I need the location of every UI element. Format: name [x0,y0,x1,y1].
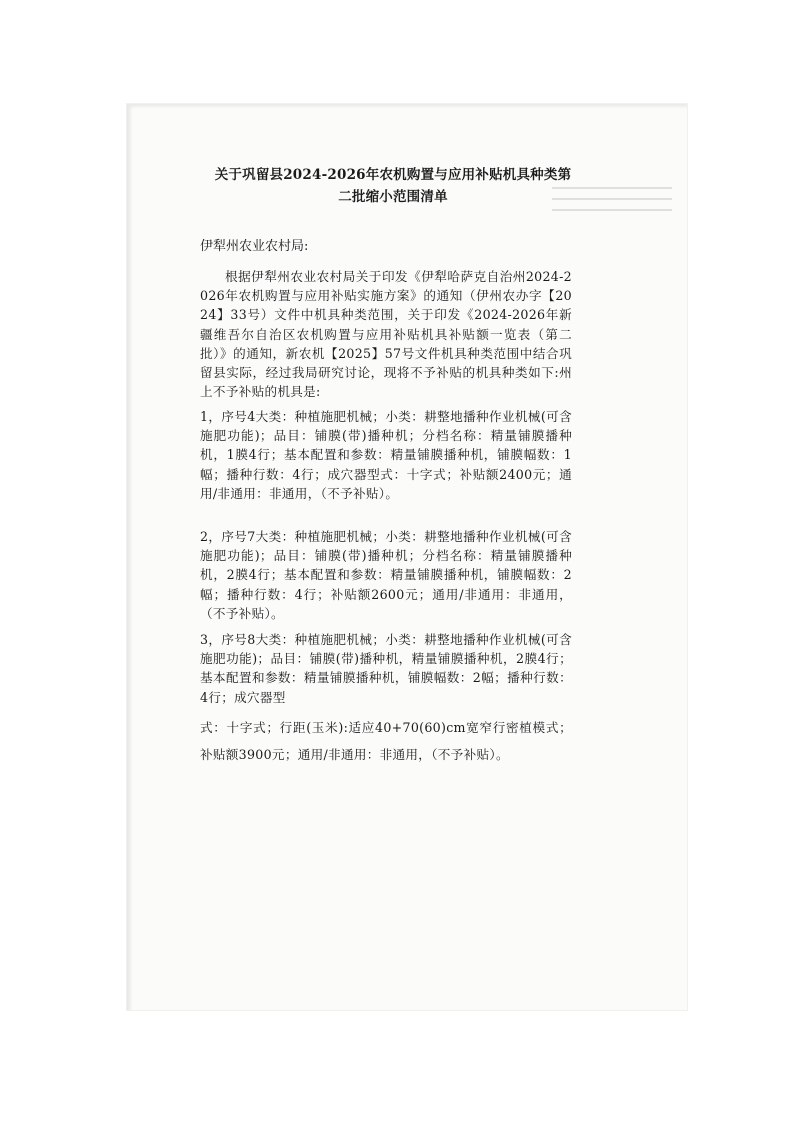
list-item-1: 1，序号4大类：种植施肥机械；小类：耕整地播种作业机械(可含施肥功能)；品目：铺膜(带)播种机；分档名称：精量铺膜播种机，1膜4行；基本配置和参数：精量铺膜播种机，铺膜幅数：1幅；播种行数：4行；成穴器型式：十字式；补贴额2400元；通用/非通用：非通用，（不予补贴）。 [200,409,572,501]
list-item-2: 2，序号7大类：种植施肥机械；小类：耕整地播种作业机械(可含施肥功能)；品目：铺膜(带)播种机；分档名称：精量铺膜播种机，2膜4行；基本配置和参数：精量铺膜播种机，铺膜幅数：2幅；播种行数：4行；补贴额2600元；通用/非通用：非通用，（不予补贴）。 [200,529,572,621]
list-item-3: 3，序号8大类：种植施肥机械；小类：耕整地播种作业机械(可含施肥功能)；品目：铺膜(带)播种机，精量铺膜播种机，2膜4行；基本配置和参数：精量铺膜播种机，铺膜幅数：2幅；播种行数：4行；成穴器型 [200,632,572,705]
list-item-3-continued: 式：十字式；行距(玉米):适应40+70(60)cm宽窄行密植模式；补贴额3900元；通用/非通用：非通用，（不予补贴）。 [200,720,572,762]
intro-paragraph: 根据伊犁州农业农村局关于印发《伊犁哈萨克自治州2024-2026年农机购置与应用补贴实施方案》的通知（伊州农办字【2024】33号）文件中机具种类范围，关于印发《2024-2026年新疆维吾尔自治区农机购置与应用补贴机具补贴额一览表（第二批）》的通知，新农机【2025】57号文件机具种类范围中结合巩留县实际，经过我局研究讨论，现将不予补贴的机具种类如下:州上不予补贴的机具是: [200,269,572,400]
document-title-line-1: 关于巩留县2024-2026年农机购置与应用补贴机具种类第 [214,167,572,183]
scan-shadow-left [127,104,133,1010]
document-title-line-2: 二批缩小范围清单 [338,189,448,205]
salutation: 伊犁州农业农村局: [200,239,309,254]
document-title [198,164,588,208]
scan-shadow-top [127,104,687,109]
